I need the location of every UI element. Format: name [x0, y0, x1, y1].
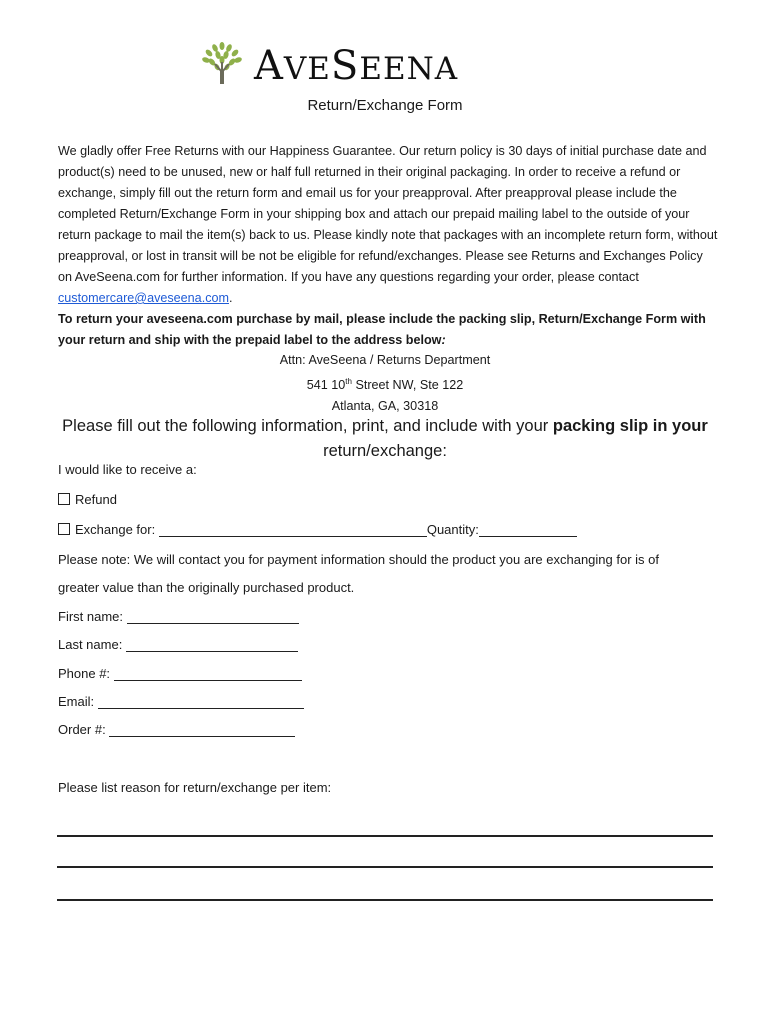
note-line-1: Please note: We will contact you for payment information should the product you are exchanging for is of [58, 552, 659, 567]
quantity-field[interactable] [479, 522, 577, 537]
tree-logo-icon [200, 40, 244, 86]
last-name-row: Last name: [58, 637, 298, 652]
reason-line-2[interactable] [57, 866, 713, 868]
address-line-3: Atlanta, GA, 30318 [331, 399, 439, 414]
first-name-field[interactable] [127, 609, 299, 624]
customer-care-email-link[interactable]: customercare@aveseena.com [58, 291, 229, 305]
form-title: Return/Exchange Form [307, 97, 463, 114]
email-row: Email: [58, 694, 304, 709]
intro-paragraph: We gladly offer Free Returns with our Happiness Guarantee. Our return policy is 30 days of initial purchase date and product(s) need to be unused, new or half full returned in their original packaging. In order to receive a refund or exchange, simply fill out the return form and email us for your preapproval. After preapproval please include the completed Return/Exchange Form in your shipping box and attach our prepaid mailing label to the outside of your return package to mail the item(s) back to us. Please kindly note that packages with an incomplete return form, without preapproval, or lost in transit will be not be eligible for refund/exchanges. Please see Returns and Exchanges Policy on AveSeena.com for further information. If you have any questions regarding your order, please contact customercare@aveseena.com. To return your aveseena.com purchase by mail, please include the packing slip, Return/Exchange Form with your return and ship with the prepaid label to the address below: [58, 141, 718, 351]
order-number-field[interactable] [109, 722, 295, 737]
reason-line-1[interactable] [57, 835, 713, 837]
exchange-item-field[interactable] [159, 522, 427, 537]
brand-name: AVESEENA [254, 43, 459, 89]
exchange-option[interactable]: Exchange for: Quantity: [58, 522, 577, 537]
note-line-2: greater value than the originally purchased product. [58, 580, 355, 595]
fill-out-heading: Please fill out the following information, print, and include with your packing slip in your return/exchange: [62, 417, 708, 460]
refund-checkbox[interactable] [58, 493, 70, 505]
mail-instructions: To return your aveseena.com purchase by mail, please include the packing slip, Return/Exchange Form with your return and ship with the prepaid label to the address below: [58, 312, 706, 347]
address-line-1: Attn: AveSeena / Returns Department [279, 353, 491, 367]
order-row: Order #: [58, 722, 295, 737]
address-line-2: 541 10th Street NW, Ste 122 [306, 377, 464, 393]
refund-option[interactable]: Refund [58, 492, 117, 507]
phone-row: Phone #: [58, 666, 302, 681]
logo [200, 40, 500, 88]
intro-text: We gladly offer Free Returns with our Happiness Guarantee. Our return policy is 30 days of initial purchase date and product(s) need to be unused, new or half full returned in their original packaging. In order to receive a refund or exchange, simply fill out the return form and email us for your preapproval. After preapproval please include the completed Return/Exchange Form in your shipping box and attach our prepaid mailing label to the outside of your return package to mail the item(s) back to us. Please kindly note that packages with an incomplete return form, without preapproval, or lost in transit will be not be eligible for refund/exchanges. Please see Returns and Exchanges Policy on AveSeena.com for further information. If you have any questions regarding your order, please contact [58, 144, 718, 284]
reason-label: Please list reason for return/exchange per item: [58, 780, 332, 795]
receive-label: I would like to receive a: [58, 462, 197, 477]
return-address [0, 350, 770, 417]
phone-field[interactable] [114, 666, 302, 681]
email-field[interactable] [98, 694, 304, 709]
exchange-checkbox[interactable] [58, 523, 70, 535]
reason-line-3[interactable] [57, 899, 713, 901]
last-name-field[interactable] [126, 637, 298, 652]
first-name-row: First name: [58, 609, 299, 624]
